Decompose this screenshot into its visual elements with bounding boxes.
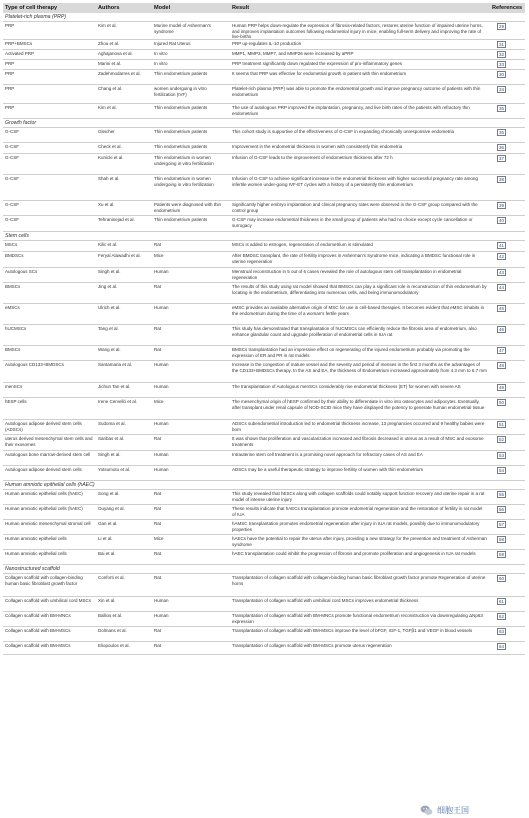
cell-therapy-type: hUCMSCs — [5, 326, 27, 331]
cell-authors: Xin et al. — [98, 598, 116, 603]
cell-therapy-type: Human amniotic epithelial cells (hAEC) — [5, 491, 83, 496]
reference-link[interactable]: 36 — [499, 145, 505, 150]
cell-result: The transplantation of Autologous menSCs considerably rise endometrial thickness (ET) for women with severe AS — [232, 384, 461, 389]
cell-therapy-type: G-CSF — [5, 202, 19, 207]
cell-therapy-type: G-CSF — [5, 176, 19, 181]
watermark — [420, 804, 469, 817]
cell-authors: Singh et al. — [98, 269, 121, 274]
cell-result: Transplantation of collagen scaffold with umbilical cord MSCs improves endometrial thickness — [232, 598, 419, 603]
cell-authors: Xu et al. — [98, 202, 115, 207]
table-row — [3, 241, 525, 252]
cell-model: Rat — [154, 491, 162, 496]
cell-result: Transplantation of collagen scaffold with BM-MSCs improve the level of bFGF, IGF-1, TGFβ1 and VEGF in blood vessels — [232, 628, 473, 633]
cell-model: Human — [154, 613, 169, 618]
cell-result: Platelet-rich plasma (PRP) was able to promote the endometrial growth and improve pregnancy outcome of patients with thin endometrium — [232, 86, 481, 97]
cell-model: Thin endometrium in women undergoing in vitro fertilization — [154, 155, 214, 166]
reference-link[interactable]: 33 — [499, 62, 505, 67]
cell-authors: Jing et al. — [98, 284, 118, 289]
cell-model: Mice — [154, 399, 164, 404]
table-row — [3, 201, 525, 216]
reference-link[interactable]: 58 — [499, 537, 505, 542]
cell-reference — [497, 284, 511, 291]
cell-therapy-type: Autologous CD133+BMDSCs — [5, 362, 64, 367]
reference-link[interactable]: 29 — [499, 24, 505, 29]
cell-authors: Kilic et al. — [98, 242, 118, 247]
table-row — [3, 642, 525, 655]
cell-therapy-type: BMDSCs — [5, 253, 24, 258]
cell-therapy-type: PRP+BMSCs — [5, 41, 33, 46]
cell-result: PRP up-regulates IL-10 production — [232, 41, 302, 46]
cell-therapy-type: PRP — [5, 23, 15, 28]
cell-reference — [497, 41, 511, 48]
cell-therapy-type: Collagen scaffold with collagen-binding human basic fibroblast growth factor — [5, 575, 83, 586]
cell-authors: Wang et al. — [98, 347, 121, 352]
cell-therapy-type: Autologous bone marrow-derived stem cell — [5, 452, 91, 457]
wechat-icon — [420, 804, 433, 817]
cell-authors: Gleicher — [98, 129, 115, 134]
header-authors: Authors — [98, 5, 120, 11]
cell-result: Transplantation of collagen scaffold with BM-MSCs promote uterus regeneration — [232, 643, 392, 648]
cell-reference — [497, 613, 511, 620]
reference-link[interactable]: 41 — [499, 243, 505, 248]
cell-reference — [497, 51, 511, 58]
cell-model: Rat — [154, 643, 162, 648]
cell-therapy-type: MSCs — [5, 242, 18, 247]
cell-model: Rat — [154, 436, 162, 441]
cell-result: ADSCs subendometrial introduction led to endometrial thickness increase, 13 pregnancies occurred and 9 healthy babies were born — [232, 421, 485, 432]
cell-model: Thin endometrium patients — [154, 71, 208, 76]
reference-link[interactable]: 59 — [499, 552, 505, 557]
cell-result: Significantly higher embryo implantation and clinical pregnancy rates were observed in the G-CSF group compared with the control group — [232, 202, 478, 213]
table-row — [3, 283, 525, 304]
cell-result: ADSCs may be a useful therapeutic strategy to improve fertility of women with thin endometrium — [232, 467, 424, 472]
cell-result: This study revealed that hESCs along with collagen scaffolds could notably support function recovery and uterine repair in a rat model of intense uterine injury — [232, 491, 485, 502]
section-heading: Growth factor — [3, 119, 525, 128]
table-row — [3, 451, 525, 466]
cell-reference — [497, 598, 511, 605]
reference-link[interactable]: 40 — [499, 218, 505, 223]
header-type: Type of cell therapy — [5, 5, 58, 11]
reference-link[interactable]: 31 — [499, 42, 505, 47]
cell-authors: Eliopoulos et al. — [98, 643, 130, 648]
table-row — [3, 128, 525, 143]
reference-link[interactable]: 62 — [499, 614, 505, 619]
cell-authors: Gan et al. — [98, 521, 118, 526]
cell-authors: Kim et al. — [98, 23, 117, 28]
cell-result: eMSC provides an available alternative origin of MSC for use in cell-based therapies. It becomes evident that eMSC inhabits in the endometrium during the time of a woman's fertile years — [232, 305, 485, 316]
cell-result: Intrauterine stem cell treatment is a promising novel approach for refractory cases of AS and EA — [232, 452, 423, 457]
table-row — [3, 22, 525, 40]
cell-reference — [497, 155, 511, 162]
cell-model: Thin endometrium patients — [154, 144, 208, 149]
cell-authors: Kunicki et al. — [98, 155, 124, 160]
cell-model: Patients were diagnosed with thin endometrium — [154, 202, 222, 213]
cell-model: In vitro — [154, 51, 168, 56]
cell-model: In vitro — [154, 61, 168, 66]
table-row — [3, 175, 525, 201]
cell-authors: Saribas et al. — [98, 436, 125, 441]
cell-model: Rat — [154, 242, 162, 247]
cell-authors: Ulrich et al. — [98, 305, 121, 310]
cell-result: These results indicate that hAECs transplantation promote endometrial regeneration and the restoration of fertility in rat model of IUA — [232, 506, 483, 517]
cell-result: Human PRP helps down-regulate the expression of fibrosis-related factors, restores uterine function of impaired uterine horns, and improves implantation outcomes following endometrial injury in mice, enabling full-term delivery and improving the rate of live-births — [232, 23, 483, 39]
cell-result: G-CSF may increase endometrial thickness in the small group of patients who had no choice except cycle cancellation or surrogacy — [232, 217, 473, 228]
cell-therapy-type: Collagen scaffold with BM-MNCs — [5, 613, 71, 618]
cell-therapy-type: G-CSF — [5, 217, 19, 222]
cell-therapy-type: Collagen scaffold with BM-MSCs — [5, 628, 71, 633]
cell-therapy-type: Collagen scaffold with BM-MSCs — [5, 643, 71, 648]
cell-result: Increase in the congestion of mature vessel and the severity and period of menses in the first 3 months as the advantages of the CD133+BMDSCs therapy. In the AS and EA, the thickness of Endometrium increased approximately from 4.3 mm to 6.7 mm — [232, 362, 487, 373]
cell-reference — [497, 384, 511, 391]
cell-therapy-type: Human amniotic mesenchymal stromal cell — [5, 521, 91, 526]
cell-reference — [497, 399, 511, 406]
cell-reference — [497, 467, 511, 474]
cell-reference — [497, 506, 511, 513]
reference-link[interactable]: 34 — [499, 87, 505, 92]
cell-result: After BMDSC transplant, the rate of fertility improves in Asherman's Syndrome mice, indicating a BMDSC functional role in uterine regeneration — [232, 253, 476, 264]
cell-reference — [497, 269, 511, 276]
table-row — [3, 435, 525, 451]
table-row — [3, 490, 525, 505]
section-heading: Nanostructured scaffold — [3, 565, 525, 574]
cell-authors: Ouyang et al. — [98, 506, 125, 511]
cell-reference — [497, 436, 511, 443]
cell-result: PRP treatment significantly down regulated the expression of pro-inflammatory genes — [232, 61, 403, 66]
table-row — [3, 574, 525, 597]
cell-therapy-type: uterus derived mesenchymal stem cells and their exosomes — [5, 436, 93, 447]
cell-reference — [497, 144, 511, 151]
cell-authors: Aghajanova et al. — [98, 51, 133, 56]
table-row — [3, 304, 525, 325]
cell-model: Murine model of Asherman's syndrome — [154, 23, 211, 34]
cell-model: Human — [154, 452, 169, 457]
cell-authors: Tehraninejad et al. — [98, 217, 135, 222]
cell-result: The results of this study using rat model showed that BMSCs can play a significant role in reconstruction of thin endometrium by locating in the endometrium, differentiating into numerous cells, and being immunomodulatory — [232, 284, 487, 295]
cell-reference — [497, 217, 511, 224]
cell-model: Rat — [154, 575, 162, 580]
cell-reference — [497, 551, 511, 558]
cell-model: Human — [154, 598, 169, 603]
table-row — [3, 85, 525, 104]
table-row — [3, 597, 525, 612]
reference-link[interactable]: 55 — [499, 492, 505, 497]
cell-reference — [497, 536, 511, 543]
reference-link[interactable]: 54 — [499, 468, 505, 473]
cell-therapy-type: Human amniotic epithelial cells (hAEC) — [5, 506, 83, 511]
cell-authors: Kim et al. — [98, 105, 117, 110]
cell-model: Rat — [154, 284, 162, 289]
reference-link[interactable]: 46 — [499, 327, 505, 332]
cell-therapy-type: PRP — [5, 86, 15, 91]
reference-link[interactable]: 53 — [499, 453, 505, 458]
cell-reference — [497, 452, 511, 459]
cell-result: MMP1, MMP3, MMP7, and MMP26 were increased by aPRP — [232, 51, 354, 56]
reference-link[interactable]: 43 — [499, 270, 505, 275]
cell-authors: Zadehmodarres et al. — [98, 71, 141, 76]
cell-model: Human — [154, 421, 169, 426]
table-row — [3, 520, 525, 535]
cell-model: Thin endometrium patients — [154, 217, 208, 222]
cell-authors: Li et al. — [98, 536, 113, 541]
table-body — [3, 13, 525, 655]
table-row — [3, 70, 525, 85]
cell-result: This study has demonstrated that transplantation of hUCMSCs can efficiently reduce the fibrosis area of endometrium, also enhance glandular count and upgrade proliferation of endometrial cells in IUA rat — [232, 326, 477, 337]
cell-result: This cohort study is supportive of the effectiveness of G-CSF in expanding chronically unresponsive endometria — [232, 129, 455, 134]
cell-authors: Ballios et al. — [98, 613, 123, 618]
cell-model: Mice — [154, 536, 164, 541]
reference-link[interactable]: 47 — [499, 348, 505, 353]
cell-reference — [497, 105, 511, 112]
section-heading: Platelet-rich plasma (PRP) — [3, 13, 525, 22]
cell-therapy-type: Activated PRP — [5, 51, 35, 56]
cell-result: Menstrual reconstruction in 5 out of 6 cases revealed the role of autologous stem cell transplantation in endometrial regeneration — [232, 269, 462, 280]
cell-model: Human — [154, 305, 169, 310]
table-row — [3, 216, 525, 232]
cell-therapy-type: Autologous SCs — [5, 269, 38, 274]
cell-reference — [497, 253, 511, 260]
cell-authors: Santamaria et al. — [98, 362, 133, 367]
cell-result: It was shown that proliferation and vascularization increased and fibrosis decreased in uterus as a result of MSC and exosome treatments — [232, 436, 484, 447]
reference-link[interactable]: 48 — [499, 363, 505, 368]
cell-authors: Jichun Tan et al. — [98, 384, 131, 389]
section-heading: Human amniotic epithelial cells (hAEC) — [3, 481, 525, 490]
cell-therapy-type: eMSCs — [5, 305, 20, 310]
cell-model: Rat — [154, 347, 162, 352]
table-row — [3, 550, 525, 565]
table-row — [3, 104, 525, 119]
cell-result: BMSCs transplantation had an impressive effect on regenerating of the injured endometrium probably via promoting the expression of ER and PR in rat models — [232, 347, 470, 358]
reference-link[interactable]: 51 — [499, 422, 505, 427]
table-row — [3, 398, 525, 420]
cell-authors: Conforti et al. — [98, 575, 125, 580]
table-row — [3, 627, 525, 642]
cell-result: Transplantation of collagen scaffold with collagen-binding human basic fibroblast growth factor promote Regeneration of uterine horns — [232, 575, 486, 586]
reference-link[interactable]: 35 — [499, 130, 505, 135]
cell-authors: Yotsumoto et al. — [98, 467, 131, 472]
cell-model: Rat — [154, 628, 162, 633]
cell-model: Rat — [154, 326, 162, 331]
table-row — [3, 50, 525, 60]
table-row — [3, 325, 525, 346]
cell-result: hAECs have the potential to repair the uterus after injury, providing a new strategy for the prevention and treatment of Asherman syndrome — [232, 536, 487, 547]
cell-authors: Irene Cervelló et al. — [98, 399, 138, 404]
cell-reference — [497, 491, 511, 498]
cell-authors: Marini et al. — [98, 61, 122, 66]
cell-result: The use of autologous PRP improved the implantation, pregnancy, and live birth rates of the patients with refractory thin endometrium — [232, 105, 470, 116]
cell-result: It seems that PRP was effective for endometrial growth in patient with thin endometrium — [232, 71, 407, 76]
cell-result: Improvement in the endometrial thickness in women with consistently thin endometria — [232, 144, 403, 149]
reference-link[interactable]: 50 — [499, 400, 505, 405]
cell-therapy-type: Autologous adipose derived stem cells — [5, 467, 82, 472]
reference-link[interactable]: 44 — [499, 285, 505, 290]
cell-model: Human — [154, 467, 169, 472]
cell-therapy-type: PRP — [5, 105, 15, 110]
cell-therapy-type: G-CSF — [5, 155, 19, 160]
cell-reference — [497, 86, 511, 93]
reference-link[interactable]: 45 — [499, 306, 505, 311]
cell-reference — [497, 575, 511, 582]
cell-reference — [497, 347, 511, 354]
cell-model: Human — [154, 362, 169, 367]
cell-therapy-table — [3, 3, 525, 655]
table-row — [3, 612, 525, 627]
cell-therapy-type: Human amniotic epithelial cells — [5, 536, 67, 541]
reference-link[interactable]: 60 — [499, 576, 505, 581]
reference-link[interactable]: 30 — [499, 72, 505, 77]
table-header — [3, 3, 525, 13]
cell-reference — [497, 362, 511, 369]
cell-result: hAEC transplantation could inhibit the progression of fibrosis and promote proliferation and angiogenesis in IUA rat models — [232, 551, 476, 556]
table-row — [3, 466, 525, 481]
header-references: References — [492, 5, 523, 11]
cell-reference — [497, 305, 511, 312]
cell-reference — [497, 326, 511, 333]
cell-model: Mice — [154, 253, 164, 258]
cell-result: The mesenchymal origin of hESP confirmed by their ability to differentiate in vitro into osteocytes and adipocytes. Eventually, after transplant under renal capsule of NOD-SCID mice they have displayed the potency to generate human endometrial tissue — [232, 399, 485, 410]
cell-reference — [497, 242, 511, 249]
table-row — [3, 535, 525, 550]
cell-reference — [497, 129, 511, 136]
reference-link[interactable]: 56 — [499, 507, 505, 512]
cell-authors: Zhou et al. — [98, 41, 120, 46]
reference-link[interactable]: 49 — [499, 385, 505, 390]
cell-therapy-type: BMSCs — [5, 284, 21, 289]
cell-result: Transplantation of collagen scaffold with BM-MNCs promote functional endometrium reconstruction via downregulating ΔNp63 expression — [232, 613, 483, 624]
cell-model: women undergoing in vitro fertilization (IVF) — [154, 86, 207, 97]
header-model: Model — [154, 5, 171, 11]
watermark-text: 细胞王国 — [437, 806, 469, 815]
table-row — [3, 505, 525, 520]
reference-link[interactable]: 61 — [499, 599, 505, 604]
cell-therapy-type: Autologous adipose derived stem cells (ADSCs) — [5, 421, 82, 432]
cell-therapy-type: Human amniotic epithelial cells — [5, 551, 67, 556]
cell-authors: Feryal Alawadhi et al. — [98, 253, 141, 258]
cell-reference — [497, 61, 511, 68]
cell-model: Thin endometrium patients — [154, 129, 208, 134]
reference-link[interactable]: 39 — [499, 203, 505, 208]
cell-reference — [497, 421, 511, 428]
cell-model: Thin endometrium patients — [154, 105, 208, 110]
table-row — [3, 383, 525, 398]
cell-therapy-type: PRP — [5, 61, 15, 66]
cell-model: Thin endometrium in women undergoing in vitro fertilization — [154, 176, 214, 187]
cell-result: MSCs is added to estrogen, regeneration of endometrium is stimulated — [232, 242, 373, 247]
cell-reference — [497, 176, 511, 183]
cell-authors: Shah et al. — [98, 176, 120, 181]
reference-link[interactable]: 35 — [499, 106, 505, 111]
cell-model: Rat — [154, 506, 162, 511]
cell-authors: Chang et al. — [98, 86, 123, 91]
section-heading: Stem cells — [3, 232, 525, 241]
cell-therapy-type: menSCs — [5, 384, 23, 389]
cell-reference — [497, 521, 511, 528]
cell-authors: Sudoma et al. — [98, 421, 126, 426]
cell-therapy-type: hESP cells — [5, 399, 27, 404]
cell-model: Rat — [154, 551, 162, 556]
cell-authors: Singh et al. — [98, 452, 121, 457]
table-row — [3, 154, 525, 175]
table-row — [3, 252, 525, 268]
cell-reference — [497, 71, 511, 78]
table-row — [3, 143, 525, 154]
cell-authors: Check et al. — [98, 144, 122, 149]
cell-model: Rat — [154, 521, 162, 526]
cell-result: Infusion of G-CSF to achieve significant increase in the endometrial thickness with higher successful pregnancy rate among infertile women under-going IVF-ET cycles with a history of a persistently thin endometrium — [232, 176, 478, 187]
cell-therapy-type: G-CSF — [5, 129, 19, 134]
table-row — [3, 40, 525, 50]
cell-model: Human — [154, 384, 169, 389]
table-row — [3, 420, 525, 435]
reference-link[interactable]: 32 — [499, 52, 505, 57]
table-row — [3, 361, 525, 383]
reference-link[interactable]: 63 — [499, 629, 505, 634]
header-result: Result — [232, 5, 250, 11]
cell-therapy-type: Collagen scaffold with umbilical cord MSCs — [5, 598, 91, 603]
cell-therapy-type: PRP — [5, 71, 15, 76]
cell-authors: Dolmans et al. — [98, 628, 127, 633]
reference-link[interactable]: 38 — [499, 177, 505, 182]
reference-link[interactable]: 37 — [499, 156, 505, 161]
cell-model: Injured Rat Uterus — [154, 41, 191, 46]
cell-reference — [497, 628, 511, 635]
cell-reference — [497, 643, 511, 650]
cell-reference — [497, 202, 511, 209]
reference-link[interactable]: 57 — [499, 522, 505, 527]
reference-link[interactable]: 52 — [499, 437, 505, 442]
cell-authors: Tang et al. — [98, 326, 119, 331]
reference-link[interactable]: 64 — [499, 644, 505, 649]
cell-result: Infusion of G-CSF leads to the improvement of endometrium thickness after 72 h — [232, 155, 393, 160]
cell-result: hAMSC transplantation promotes endometrial regeneration after injury in IUA rat models, possibly due to immunomodulatory properties — [232, 521, 480, 532]
cell-authors: Bai et al. — [98, 551, 116, 556]
cell-reference — [497, 23, 511, 30]
table-row — [3, 268, 525, 283]
reference-link[interactable]: 42 — [499, 254, 505, 259]
cell-therapy-type: G-CSF — [5, 144, 19, 149]
table-row — [3, 346, 525, 361]
cell-authors: Song et al. — [98, 491, 120, 496]
table-row — [3, 60, 525, 70]
cell-therapy-type: BMSCs — [5, 347, 21, 352]
cell-model: Human — [154, 269, 169, 274]
